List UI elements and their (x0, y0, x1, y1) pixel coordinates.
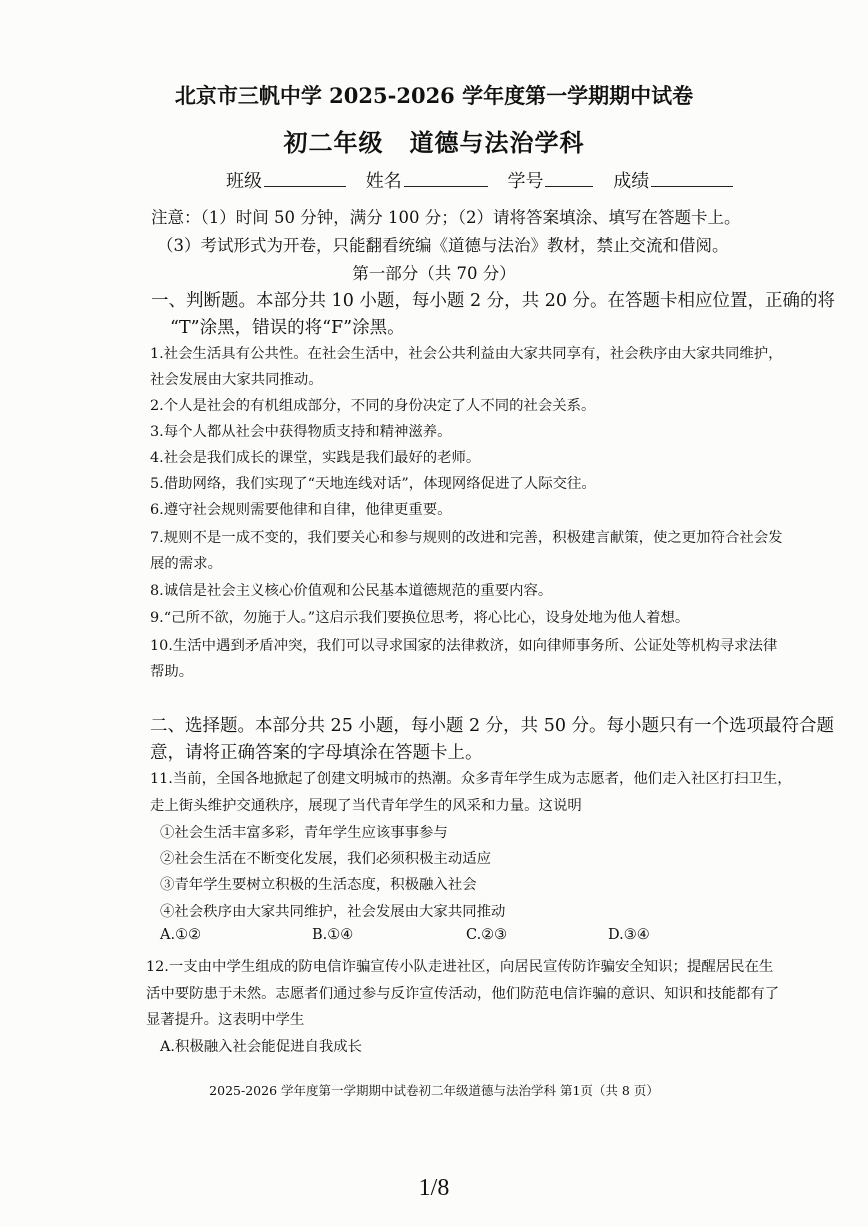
score-blank[interactable] (651, 172, 733, 187)
q10-line2: 帮助。 (150, 664, 194, 680)
q11-item-2: ②社会生活在不断变化发展，我们必须积极主动适应 (160, 851, 491, 867)
section1-heading-line1: 一、判断题。本部分共 10 小题，每小题 2 分，共 20 分。在答题卡相应位置，正确的将 (151, 291, 836, 311)
q10-line1: 10.生活中遇到矛盾冲突，我们可以寻求国家的法律救济，如向律师事务所、公证处等机构寻求法律 (150, 638, 778, 654)
q12-line2: 活中要防患于未然。志愿者们通过参与反诈宣传活动，他们防范电信诈骗的意识、知识和技能都有了 (146, 986, 780, 1002)
page-indicator: 1/8 (418, 1175, 450, 1201)
q9: 9.“己所不欲，勿施于人。”这启示我们要换位思考，将心比心，设身处地为他人着想。 (150, 610, 690, 626)
exam-subtitle (0, 123, 868, 158)
q11-option-d: D.③④ (608, 927, 650, 943)
q4: 4.社会是我们成长的课堂，实践是我们最好的老师。 (150, 450, 481, 466)
score-label: 成绩 (613, 171, 650, 192)
q11-item-3: ③青年学生要树立积极的生活态度，积极融入社会 (160, 877, 477, 893)
q11-option-b: B.①④ (312, 927, 354, 943)
q8: 8.诚信是社会主义核心价值观和公民基本道德规范的重要内容。 (150, 583, 553, 599)
exam-title: 北京市三帆中学 2025-2026 学年度第一学期期中试卷 (174, 83, 694, 108)
q2: 2.个人是社会的有机组成部分，不同的身份决定了人不同的社会关系。 (150, 398, 596, 414)
q7-line1: 7.规则不是一成不变的，我们要关心和参与规则的改进和完善，积极建言献策，使之更加符合社会发 (150, 530, 783, 546)
q11-item-1: ①社会生活丰富多彩，青年学生应该事事参与 (160, 825, 448, 841)
q12-line3: 显著提升。这表明中学生 (146, 1012, 305, 1028)
class-blank[interactable] (264, 172, 346, 187)
q11-option-c: C.②③ (466, 927, 508, 943)
notice-line-2: （3）考试形式为开卷，只能翻看统编《道德与法治》教材，禁止交流和借阅。 (157, 236, 729, 255)
q6: 6.遵守社会规则需要他律和自律，他律更重要。 (150, 502, 452, 518)
part1-title: 第一部分（共 70 分） (352, 264, 516, 283)
q7-line2: 展的需求。 (150, 556, 222, 572)
q11-line1: 11.当前，全国各地掀起了创建文明城市的热潮。众多青年学生成为志愿者，他们走入社区打扫卫生， (150, 771, 792, 787)
name-label: 姓名 (365, 171, 402, 192)
q11-option-a: A.①② (160, 927, 202, 943)
id-blank[interactable] (545, 172, 593, 187)
q5: 5.借助网络，我们实现了“天地连线对话”，体现网络促进了人际交往。 (150, 476, 596, 492)
q11-line2: 走上街头维护交通秩序，展现了当代青年学生的风采和力量。这说明 (150, 798, 582, 814)
q3: 3.每个人都从社会中获得物质支持和精神滋养。 (150, 424, 452, 440)
q1-line2: 社会发展由大家共同推动。 (150, 372, 323, 388)
class-label: 班级 (226, 171, 262, 192)
page-footer: 2025-2026 学年度第一学期期中试卷初二年级道德与法治学科 第1页（共 8 页） (209, 1083, 659, 1098)
subject-label: 道德与法治学科 (409, 128, 585, 157)
grade-label: 初二年级 (283, 128, 384, 157)
q12-line1: 12.一支由中学生组成的防电信诈骗宣传小队走进社区，向居民宣传防诈骗安全知识；提醒居民在生 (146, 959, 774, 975)
q12-option-a: A.积极融入社会能促进自我成长 (160, 1039, 363, 1055)
notice-line-1: 注意：（1）时间 50 分钟，满分 100 分；（2）请将答案填涂、填写在答题卡上。 (151, 208, 741, 227)
name-blank[interactable] (404, 172, 488, 187)
q1-line1: 1.社会生活具有公共性。在社会生活中，社会公共利益由大家共同享有，社会秩序由大家共同维护， (150, 346, 783, 362)
section1-heading-line2: “T”涂黑，错误的将“F”涂黑。 (170, 318, 405, 338)
id-label: 学号 (507, 171, 544, 192)
section2-heading-line1: 二、选择题。本部分共 25 小题，每小题 2 分，共 50 分。每小题只有一个选项最符合题 (150, 716, 835, 736)
q11-item-4: ④社会秩序由大家共同维护，社会发展由大家共同推动 (160, 904, 506, 920)
student-info-row (226, 167, 747, 193)
section2-heading-line2: 意，请将正确答案的字母填涂在答题卡上。 (150, 743, 483, 763)
